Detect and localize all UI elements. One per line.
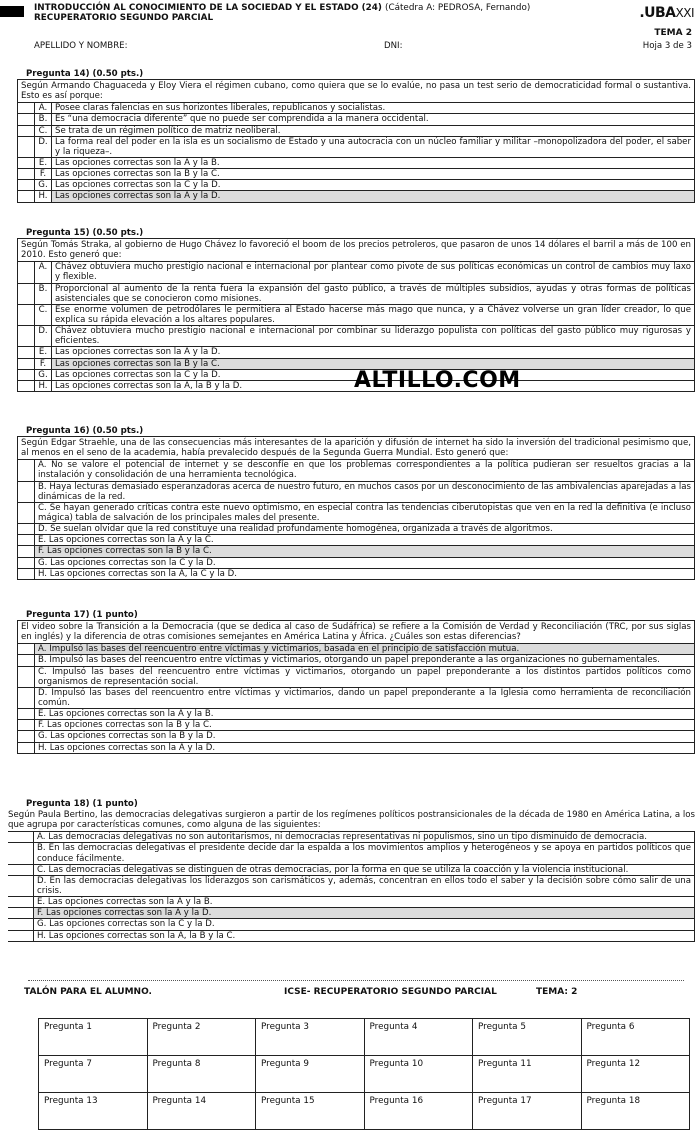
course-title: INTRODUCCIÓN AL CONOCIMIENTO DE LA SOCIEDAD Y EL ESTADO (24) (Cátedra A: PEDROSA, Fernando): [34, 3, 531, 13]
option-letter: D.: [35, 136, 52, 157]
question-text: Según Edgar Straehle, una de las consecuencias más interesantes de la aparición y difusión de internet ha sido la inversión del tradicional pesimismo que, al menos en el seno de la academia, había prevalecido después de la Segunda Guerra Mundial. Esto generó que:: [17, 436, 695, 459]
answer-cell[interactable]: Pregunta 5: [473, 1019, 582, 1056]
black-marker: [0, 6, 24, 17]
answer-cell[interactable]: Pregunta 8: [147, 1056, 256, 1093]
question-text: El video sobre la Transición a la Democracia (que se dedica al caso de Sudáfrica) se refiere a la Comisión de Verdad y Reconciliación (TRC, por sus siglas en inglés) y la diferencia de otras comisiones semejantes en América Latina y África. ¿Cuáles son estas diferencias?: [17, 620, 695, 643]
cut-line: [28, 980, 684, 981]
options-table: [17, 459, 695, 580]
question-text: Según Armando Chaguaceda y Eloy Viera el régimen cubano, como quiera que se lo evalúe, no pasa un test serio de democraticidad formal o sustantiva. Esto es así porque:: [17, 79, 695, 102]
answer-cell[interactable]: Pregunta 17: [473, 1093, 582, 1130]
option-letter: H.: [35, 380, 52, 391]
answer-cell[interactable]: Pregunta 4: [364, 1019, 473, 1056]
option-b[interactable]: Es “una democracia diferente” que no puede ser comprendida a la manera occidental.: [52, 114, 695, 125]
option-e[interactable]: Las opciones correctas son la A y la B.: [52, 157, 695, 168]
options-table: [17, 102, 695, 202]
question-heading: Pregunta 18) (1 punto): [26, 799, 138, 809]
answer-cell[interactable]: Pregunta 6: [581, 1019, 690, 1056]
option-b[interactable]: B. Haya lecturas demasiado esperanzadoras acerca de nuestro futuro, en muchos casos por un desconocimiento de las ambivalencias aparejadas a las dinámicas de la red.: [35, 481, 695, 502]
option-h[interactable]: Las opciones correctas son la A, la B y la D.: [52, 380, 695, 391]
apellido-label: APELLIDO Y NOMBRE:: [34, 41, 128, 51]
option-letter: A.: [35, 103, 52, 114]
dni-label: DNI:: [384, 41, 403, 51]
header: [34, 3, 694, 24]
altillo-watermark: ALTILLO.COM: [354, 368, 521, 393]
option-f[interactable]: F. Las opciones correctas son la A y la D.: [34, 908, 695, 919]
answer-cell[interactable]: Pregunta 3: [256, 1019, 365, 1056]
answer-cell[interactable]: Pregunta 10: [364, 1056, 473, 1093]
answer-cell[interactable]: Pregunta 16: [364, 1093, 473, 1130]
question-18: [8, 799, 695, 942]
question-heading: Pregunta 16) (0.50 pts.): [26, 426, 144, 436]
option-h[interactable]: Las opciones correctas son la A y la D.: [52, 191, 695, 202]
option-letter: F.: [35, 358, 52, 369]
question-heading: Pregunta 14) (0.50 pts.): [26, 69, 144, 79]
option-letter: H.: [35, 191, 52, 202]
option-d[interactable]: Chávez obtuviera mucho prestigio nacional e internacional por combinar su liderazgo populista con políticas del gasto público muy rigurosas y eficientes.: [52, 326, 695, 347]
option-h[interactable]: H. Las opciones correctas son la A y la D.: [35, 742, 695, 753]
option-letter: D.: [35, 326, 52, 347]
answer-cell[interactable]: Pregunta 14: [147, 1093, 256, 1130]
exam-subtitle: RECUPERATORIO SEGUNDO PARCIAL: [34, 13, 214, 24]
answer-cell[interactable]: Pregunta 15: [256, 1093, 365, 1130]
option-e[interactable]: Las opciones correctas son la A y la D.: [52, 347, 695, 358]
option-c[interactable]: C. Impulsó las bases del reencuentro entre víctimas y victimarios, otorgando un papel preponderante a los distintos partidos políticos como organismos de representación social.: [35, 666, 695, 687]
option-d[interactable]: D. En las democracias delegativas los liderazgos son carismáticos y, además, concentran en ellos todo el saber y la decisión sobre cómo salir de una crisis.: [34, 875, 695, 896]
options-table: [8, 831, 695, 941]
option-e[interactable]: E. Las opciones correctas son la A y la B.: [34, 897, 695, 908]
option-c[interactable]: C. Se hayan generado críticas contra este nuevo optimismo, en especial contra las tendencias ciberutopistas que ven en la red la definitiva (e incluso mágica) tabla de salvación de los principales males del presente.: [35, 502, 695, 523]
option-g[interactable]: Las opciones correctas son la C y la D.: [52, 369, 695, 380]
option-f[interactable]: Las opciones correctas son la B y la C.: [52, 358, 695, 369]
option-g[interactable]: G. Las opciones correctas son la C y la D.: [34, 919, 695, 930]
answer-cell[interactable]: Pregunta 13: [39, 1093, 148, 1130]
option-d[interactable]: D. Se suelan olvidar que la red constituye una realidad profundamente homogénea, organizada a través de algoritmos.: [35, 524, 695, 535]
tema-label: TEMA 2: [654, 28, 692, 38]
answer-cell[interactable]: Pregunta 12: [581, 1056, 690, 1093]
question-text: Según Paula Bertino, las democracias delegativas surgieron a partir de los regímenes políticos postransicionales de la década de 1980 en América Latina, a los que agrupa por características comunes, como alguna de las siguientes:: [8, 810, 696, 831]
option-letter: F.: [35, 169, 52, 180]
option-e[interactable]: E. Las opciones correctas son la A y la B.: [35, 709, 695, 720]
answer-cell[interactable]: Pregunta 1: [39, 1019, 148, 1056]
answer-cell[interactable]: Pregunta 7: [39, 1056, 148, 1093]
options-table: [17, 643, 695, 753]
question-text: Según Tomás Straka, al gobierno de Hugo Chávez lo favoreció el boom de los precios petroleros, que pasaron de unos 14 dólares el barril a más de 100 en 2010. Esto generó que:: [17, 238, 695, 261]
option-h[interactable]: H. Las opciones correctas son la A, la B y la C.: [34, 930, 695, 941]
question-16: [17, 426, 695, 580]
footer-tema-label: TEMA: 2: [536, 987, 578, 997]
option-b[interactable]: B. En las democracias delegativas el presidente decide dar la espalda a los movimientos amplios y heterogéneos y se apoya en partidos políticos que conduce fácilmente.: [34, 843, 695, 864]
option-g[interactable]: G. Las opciones correctas son la C y la D.: [35, 557, 695, 568]
answer-grid: [38, 1018, 690, 1130]
answer-cell[interactable]: Pregunta 2: [147, 1019, 256, 1056]
question-heading: Pregunta 17) (1 punto): [26, 610, 138, 620]
option-e[interactable]: E. Las opciones correctas son la A y la C.: [35, 535, 695, 546]
option-g[interactable]: Las opciones correctas son la C y la D.: [52, 180, 695, 191]
option-b[interactable]: B. Impulsó las bases del reencuentro entre víctimas y victimarios, otorgando un papel preponderante a las organizaciones no gubernamentales.: [35, 655, 695, 666]
uba-xxi-logo: .UBAXXI: [639, 5, 694, 21]
option-c[interactable]: Ese enorme volumen de petrodólares le permitiera al Estado hacerse más mago que nunca, y a Chávez volverse un gran líder creador, lo que explica su rápida elevación a los altares populares.: [52, 304, 695, 325]
answer-cell[interactable]: Pregunta 18: [581, 1093, 690, 1130]
option-letter: A.: [35, 262, 52, 283]
option-letter: B.: [35, 283, 52, 304]
option-a[interactable]: A. No se valore el potencial de internet y se desconfíe en que los problemas correspondientes a la política pudieran ser resueltos gracias a la instalación y consolidación de una herramienta tecnológica.: [35, 460, 695, 481]
answer-cell[interactable]: Pregunta 9: [256, 1056, 365, 1093]
option-a[interactable]: Chávez obtuviera mucho prestigio nacional e internacional por plantear como pivote de sus políticas económicas un control de cambios muy laxo y flexible.: [52, 262, 695, 283]
option-letter: E.: [35, 157, 52, 168]
question-14: [17, 69, 695, 203]
option-letter: E.: [35, 347, 52, 358]
option-b[interactable]: Proporcional al aumento de la renta fuera la expansión del gasto público, a través de múltiples subsidios, ayudas y otras formas de políticas asistenciales que se conocieron como misiones.: [52, 283, 695, 304]
option-a[interactable]: A. Impulsó las bases del reencuentro entre víctimas y victimarios, basada en el principio de satisfacción mutua.: [35, 644, 695, 655]
option-a[interactable]: A. Las democracias delegativas no son autoritarismos, ni democracias representativas ni populismos, sino un tipo disminuido de democracia.: [34, 832, 695, 843]
option-letter: B.: [35, 114, 52, 125]
option-g[interactable]: G. Las opciones correctas son la B y la D.: [35, 731, 695, 742]
option-letter: G.: [35, 180, 52, 191]
option-d[interactable]: D. Impulsó las bases del reencuentro entre víctimas y victimarios, dando un papel preponderante a la Iglesia como herramienta de reconciliación común.: [35, 687, 695, 708]
option-letter: G.: [35, 369, 52, 380]
talon-label: TALÓN PARA EL ALUMNO.: [24, 987, 152, 997]
option-f[interactable]: Las opciones correctas son la B y la C.: [52, 169, 695, 180]
option-letter: C.: [35, 304, 52, 325]
option-c[interactable]: Se trata de un régimen político de matriz neoliberal.: [52, 125, 695, 136]
question-17: [17, 610, 695, 754]
question-heading: Pregunta 15) (0.50 pts.): [26, 228, 144, 238]
page-indicator: Hoja 3 de 3: [642, 41, 692, 51]
option-c[interactable]: C. Las democracias delegativas se distinguen de otras democracias, por la forma en que se utiliza la coacción y la violencia institucional.: [34, 864, 695, 875]
option-f[interactable]: F. Las opciones correctas son la B y la C.: [35, 720, 695, 731]
option-a[interactable]: Posee claras falencias en sus horizontes liberales, republicanos y socialistas.: [52, 103, 695, 114]
option-f[interactable]: F. Las opciones correctas son la B y la C.: [35, 546, 695, 557]
answer-cell[interactable]: Pregunta 11: [473, 1056, 582, 1093]
option-d[interactable]: La forma real del poder en la isla es un socialismo de Estado y una autocracia con un núcleo familiar y militar –monopolizadora del poder, el saber y la riqueza–.: [52, 136, 695, 157]
icse-label: ICSE- RECUPERATORIO SEGUNDO PARCIAL: [284, 987, 497, 997]
option-h[interactable]: H. Las opciones correctas son la A, la C y la D.: [35, 568, 695, 579]
option-letter: C.: [35, 125, 52, 136]
